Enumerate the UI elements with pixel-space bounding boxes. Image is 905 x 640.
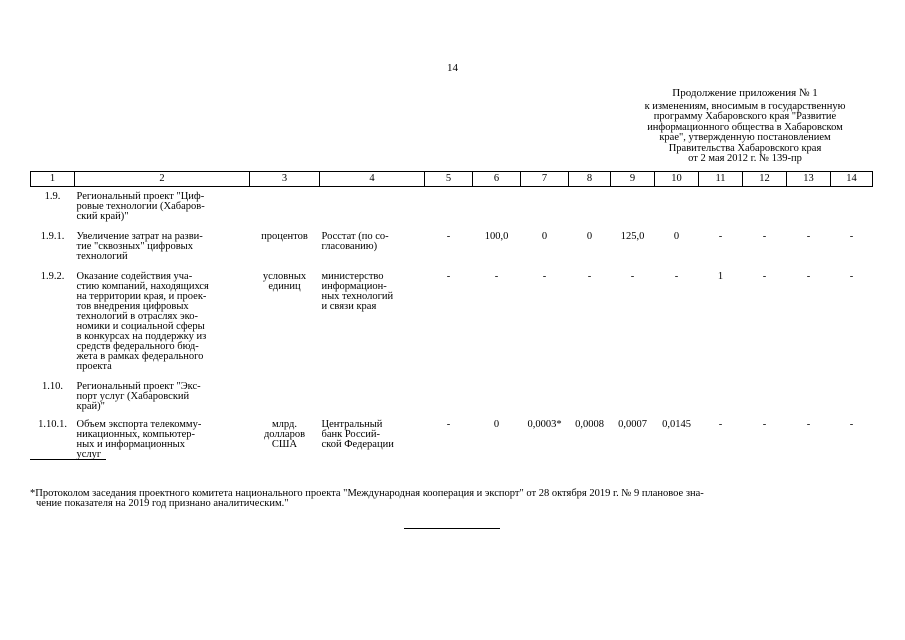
value-cell	[743, 382, 787, 420]
value-cell: -	[718, 231, 723, 242]
value-cell	[521, 382, 569, 420]
column-header: 12	[743, 172, 787, 187]
value-cell: -	[446, 231, 451, 242]
value-cell: 0,0145	[662, 419, 691, 430]
value-cell: 0,0007	[618, 419, 647, 430]
source-cell	[320, 382, 425, 420]
value-cell: -	[446, 271, 451, 282]
value-cell	[569, 382, 611, 420]
appendix-line: информационного общества в Хабаровском	[647, 121, 843, 133]
column-header: 3	[250, 172, 320, 187]
value-cell: -	[630, 271, 635, 282]
column-header: 11	[699, 172, 743, 187]
value-cell	[473, 187, 521, 233]
value-cell	[699, 382, 743, 420]
value-cell: -	[762, 231, 767, 242]
table-row	[31, 187, 873, 233]
appendix-line: к изменениям, вносимым в государственную	[644, 100, 846, 112]
value-cell: -	[718, 419, 723, 430]
value-cell	[787, 382, 831, 420]
indicators-table	[30, 171, 873, 460]
value-cell: -	[849, 231, 854, 242]
column-header: 10	[655, 172, 699, 187]
value-cell: 0,0008	[575, 419, 604, 430]
table-row	[31, 272, 873, 382]
value-cell: 1	[717, 271, 724, 282]
source-cell	[320, 187, 425, 233]
indicator-name: Увеличение затрат на разви- тие "сквозных" цифровых технологий	[76, 231, 203, 262]
appendix-title: Продолжение приложения № 1	[672, 87, 818, 99]
value-cell: -	[849, 419, 854, 430]
value-cell	[655, 382, 699, 420]
value-cell: -	[806, 419, 811, 430]
value-cell: 125,0	[620, 231, 645, 242]
row-number: 1.9.	[44, 191, 61, 202]
value-cell: -	[762, 271, 767, 282]
unit-cell: млрд. долларов США	[263, 419, 306, 450]
value-cell: -	[446, 419, 451, 430]
row-number: 1.9.1.	[40, 231, 65, 242]
appendix-line: Правительства Хабаровского края	[668, 142, 822, 154]
value-cell	[787, 187, 831, 233]
value-cell: 0	[493, 419, 500, 430]
indicator-name: Объем экспорта телекомму- никационных, компьютер- ных и информационных услуг	[76, 419, 202, 460]
value-cell	[831, 187, 873, 233]
table-row	[31, 420, 873, 460]
column-header: 4	[320, 172, 425, 187]
footnote-line: *Протоколом заседания проектного комитета национального проекта "Международная кооперация и экспорт" от 28 октября 2019 г. № 9 плановое зна-	[30, 488, 704, 499]
value-cell	[569, 187, 611, 233]
column-header: 8	[569, 172, 611, 187]
value-cell: 100,0	[484, 231, 509, 242]
column-header: 1	[31, 172, 75, 187]
unit-cell: процентов	[261, 231, 308, 242]
source-cell: Росстат (по со- гласованию)	[321, 231, 389, 252]
appendix-line: от 2 мая 2012 г. № 139-пр	[688, 153, 802, 164]
appendix-line: программу Хабаровского края "Развитие	[653, 111, 837, 122]
value-cell: -	[762, 419, 767, 430]
indicator-name: Региональный проект "Экс- порт услуг (Хабаровский край)"	[76, 381, 201, 412]
unit-cell: условных единиц	[262, 271, 307, 292]
indicator-name: Региональный проект "Циф- ровые технологии (Хабаров- ский край)"	[76, 191, 205, 222]
value-cell: -	[674, 271, 679, 282]
column-header: 7	[521, 172, 569, 187]
value-cell	[521, 187, 569, 233]
value-cell: 0	[541, 231, 548, 242]
column-header: 5	[425, 172, 473, 187]
unit-cell	[250, 382, 320, 420]
value-cell	[743, 187, 787, 233]
value-cell: 0	[673, 231, 680, 242]
value-cell	[655, 187, 699, 233]
footnote-line: чение показателя на 2019 год признано аналитическим."	[36, 498, 289, 509]
value-cell	[611, 187, 655, 233]
row-number: 1.9.2.	[40, 271, 65, 282]
value-cell	[425, 382, 473, 420]
column-header: 13	[787, 172, 831, 187]
appendix-line: крае", утвержденную постановлением	[659, 132, 831, 143]
footnote-separator	[30, 459, 106, 460]
value-cell: -	[806, 231, 811, 242]
value-cell: 0,0003*	[527, 419, 562, 430]
row-number: 1.10.1.	[38, 419, 67, 430]
page-number: 14	[447, 62, 458, 74]
value-cell: -	[806, 271, 811, 282]
source-cell: Центральный банк Россий- ской Федерации	[321, 419, 394, 450]
column-header: 6	[473, 172, 521, 187]
value-cell: -	[849, 271, 854, 282]
source-cell: министерство информацион- ных технологий и связи края	[321, 271, 394, 312]
column-header: 9	[611, 172, 655, 187]
row-number: 1.10.	[42, 381, 63, 392]
table-row	[31, 232, 873, 272]
end-divider	[404, 528, 500, 529]
value-cell: 0	[586, 231, 593, 242]
value-cell: -	[587, 271, 592, 282]
column-header: 14	[831, 172, 873, 187]
value-cell	[831, 382, 873, 420]
value-cell	[425, 187, 473, 233]
value-cell: -	[542, 271, 547, 282]
indicator-name: Оказание содействия уча- стию компаний, находящихся на территории края, и проек- тов внедрения цифровых технологий в отраслях эко- номики и социальной сферы в конкурсах на поддержку из средств федерального бюд- жета в рамках федерального проекта	[76, 271, 209, 372]
footnote	[30, 489, 875, 509]
value-cell	[699, 187, 743, 233]
column-header: 2	[75, 172, 250, 187]
value-cell	[473, 382, 521, 420]
appendix-heading	[610, 88, 880, 165]
value-cell: -	[494, 271, 499, 282]
table-header-row	[31, 172, 873, 187]
value-cell	[611, 382, 655, 420]
unit-cell	[250, 187, 320, 233]
table-row	[31, 382, 873, 420]
